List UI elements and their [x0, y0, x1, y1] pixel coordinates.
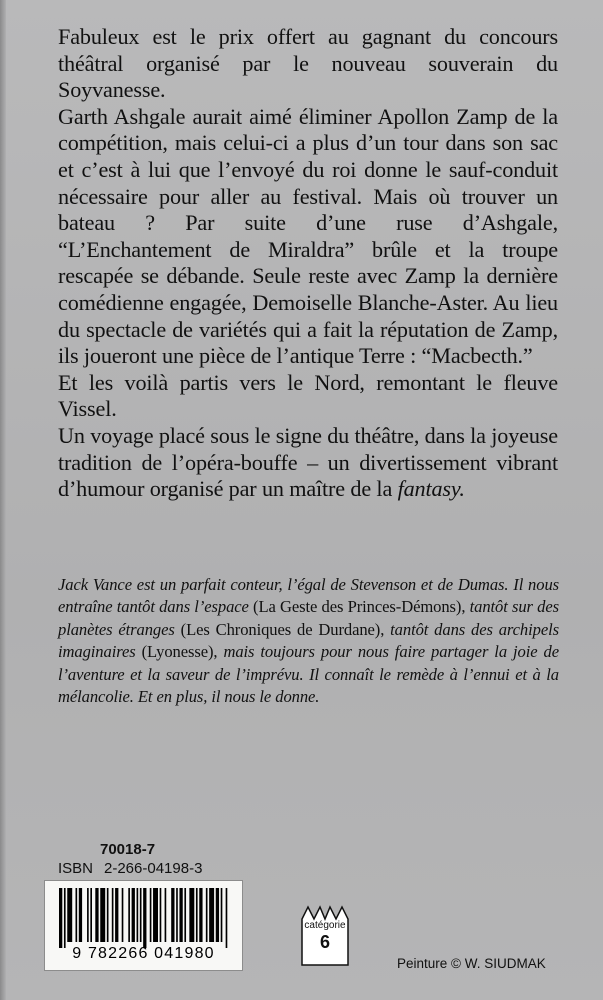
barcode-bar [76, 888, 78, 942]
barcode [44, 880, 243, 971]
barcode-bar [107, 888, 109, 942]
barcode-bar [95, 888, 98, 942]
synopsis [58, 24, 558, 503]
barcode-bar [79, 888, 82, 942]
isbn-line [58, 859, 202, 878]
blurb-outro: mais toujours pour nous faire partager la joie de l’aventure et la saveur de l’imprévu. Il connaît le remède à l’ennui et à la mélancolie. Et en plus, il nous le donne. [58, 642, 559, 707]
barcode-bar [160, 888, 162, 942]
isbn-value: 2-266-04198-3 [104, 860, 203, 877]
blurb-middle-2: tantôt dans des archipels imaginaires [58, 619, 559, 662]
barcode-bar [150, 888, 152, 942]
barcode-bar [132, 888, 135, 942]
barcode-bar [59, 888, 62, 948]
barcode-bar [196, 888, 198, 942]
barcode-bar [179, 888, 182, 942]
product-code: 70018-7 [100, 841, 156, 858]
cover-credit: Peinture © W. SIUDMAK [397, 956, 546, 971]
synopsis-emphasis: fantasy. [397, 476, 465, 502]
category-badge [300, 905, 350, 967]
barcode-bar [199, 888, 202, 942]
blurb-work-3: (Lyonesse), [141, 642, 218, 662]
category-label: catégorie [304, 920, 346, 931]
blurb-paragraph [58, 574, 559, 708]
barcode-bar [87, 888, 89, 942]
barcode-bar [226, 888, 228, 948]
barcode-bar [64, 888, 66, 948]
barcode-bar [122, 888, 124, 942]
blurb-work-2: (Les Chroniques de Durdane), [180, 619, 385, 639]
barcode-bar [206, 888, 208, 942]
isbn-label: ISBN [58, 860, 94, 877]
barcode-bar [67, 888, 72, 942]
barcode-bar [216, 888, 219, 942]
cover-edge [0, 0, 6, 1000]
barcode-bar [115, 888, 118, 942]
barcode-bar [221, 888, 223, 942]
barcode-bar [137, 888, 139, 942]
blurb-intro: Jack Vance est un parfait conteur, l’égal de Stevenson et de Dumas. Il nous entraîne tantôt dans l’espace [58, 575, 559, 617]
barcode-bar [112, 888, 114, 942]
synopsis-paragraph-3: Et les voilà partis vers le Nord, remontant le fleuve Vissel. [58, 369, 558, 422]
blurb-middle-1: tantôt sur des planètes étranges [58, 597, 559, 639]
barcode-bar [176, 888, 178, 942]
synopsis-paragraph-4-text: Un voyage placé sous le signe du théâtre, dans la joyeuse tradition de l’opéra-bouffe – un divertissement vibrant d’humour organisé par un maître de la [58, 422, 558, 502]
barcode-bar [128, 888, 130, 942]
barcode-bar [153, 888, 158, 942]
category-number: 6 [319, 932, 330, 952]
author-blurb [58, 574, 559, 708]
blurb-work-1: (La Geste des Princes-Démons), [253, 597, 466, 617]
barcode-bar [90, 888, 92, 942]
barcode-bar [171, 888, 174, 942]
barcode-bar [143, 888, 146, 948]
synopsis-paragraph-1: Fabuleux est le prix offert au gagnant du concours théâtral organisé par le nouveau souverain du Soyvanesse. [58, 24, 558, 103]
barcode-digits: 9 782266 041980 [72, 945, 215, 962]
synopsis-paragraph-2: Garth Ashgale aurait aimé éliminer Apollon Zamp de la compétition, mais celui-ci a plus d’un tour dans son sac et c’est à lui que l’envoyé du roi donne le sauf-conduit nécessaire pour aller au festival. Mais où trouver un bateau ? Par suite d’une ruse d’Ashgale, “L’Enchantement de Miraldra” brûle et la troupe rescapée se débande. Seule reste avec Zamp la dernière comédienne engagée, Demoiselle Blanche-Aster. Au lieu du spectacle de variétés qui a fait la réputation de Zamp, ils joueront une pièce de l’antique Terre : “Macbecth.” [58, 103, 558, 369]
barcode-bar [165, 888, 167, 942]
barcode-bar [189, 888, 194, 942]
barcode-bar [140, 888, 142, 942]
barcode-bar [209, 888, 214, 942]
barcode-bar [100, 888, 105, 942]
barcode-bar [184, 888, 186, 942]
isbn-block [58, 840, 202, 878]
synopsis-paragraph-4 [58, 423, 558, 503]
